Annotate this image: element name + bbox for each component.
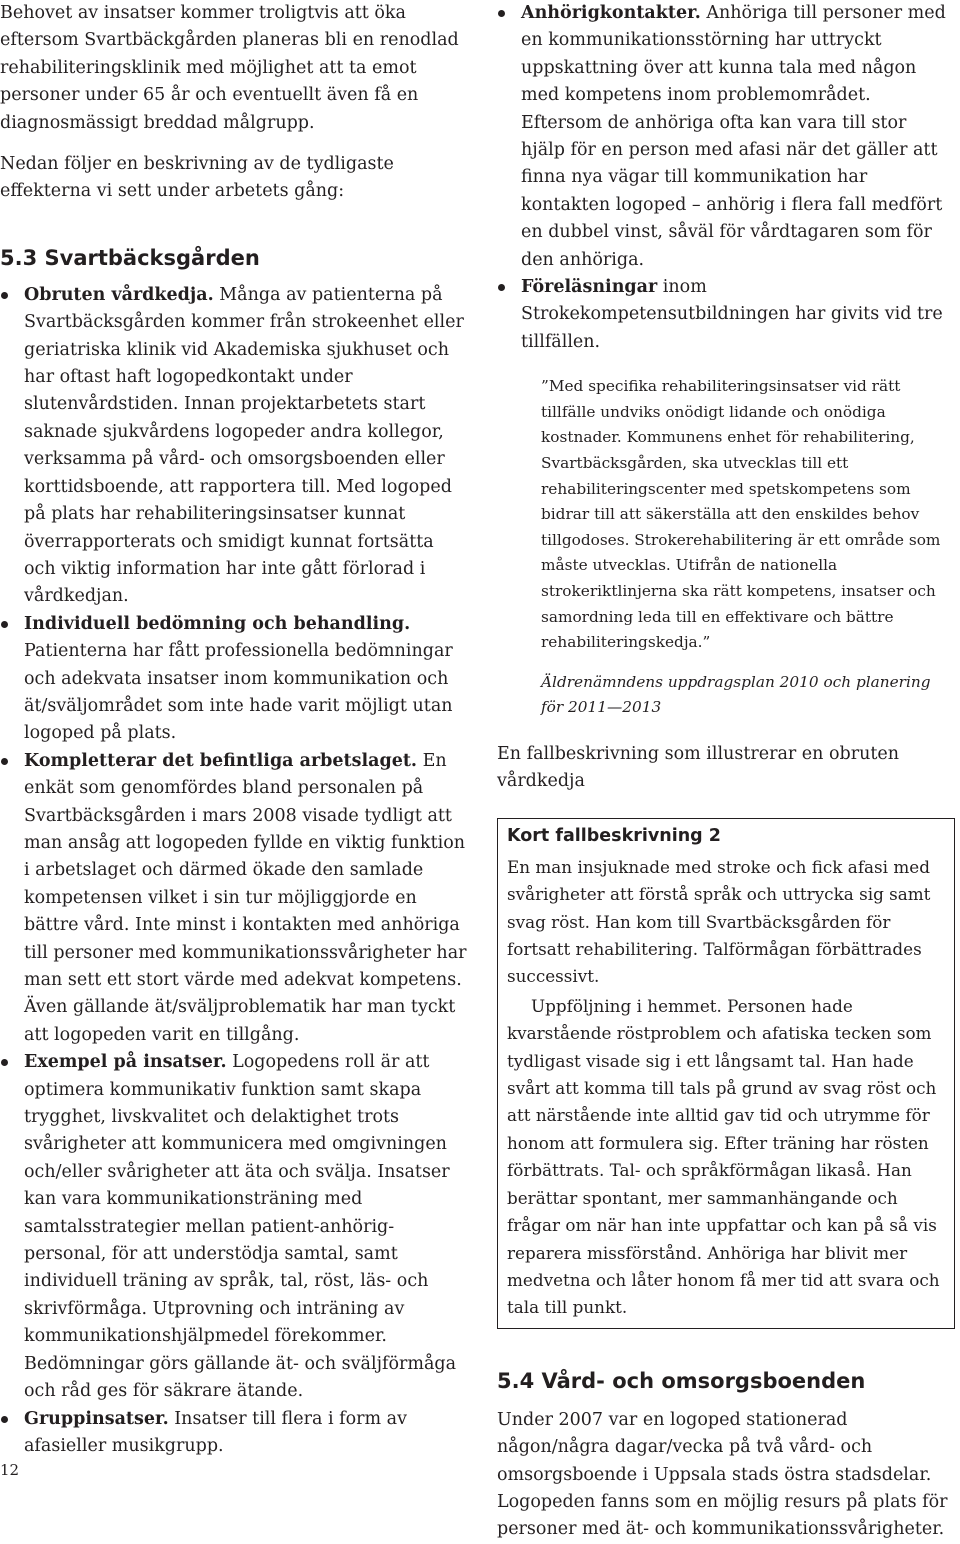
bullet-forelasningar xyxy=(497,274,955,356)
bullet-text: Anhöriga till personer med en kommunikationsstörning har uttryckt uppskattning över att kunna tala med någon med kompetens inom problemområdet. Eftersom de anhöriga ofta kan vara till stor hjälp för en person med afasi när det gäller att finna nya vägar till kommunikation har kontakten logoped – anhörig i flera fall medfört en dubbel vinst, såväl för vårdtagaren som för den anhöriga. xyxy=(521,3,946,270)
bullet-text: Patienterna har fått professionella bedömningar och adekvata insatser inom kommunikation och ät/sväljområdet som inte hade varit möjligt utan logoped på plats. xyxy=(24,641,453,744)
bullet-obruten-vardkedja xyxy=(0,282,470,611)
bullet-text: En enkät som genomfördes bland personalen på Svartbäcksgården i mars 2008 visade tydligt att man ansåg att logopeden fyllde en viktig funktion i arbetslaget och därmed ökade den samlade kompetensen vilket i sin tur möjliggjorde en bättre vård. Inte minst i kontakten med anhöriga till personer med kommunikationssvårigheter har man sett ett stort värde med adekvat kompetens. Även gällande ät/sväljproblematik har man tyckt att logopeden varit en tillgång. xyxy=(24,750,467,1045)
care-homes-paragraph: Under 2007 var en logoped stationerad någon/några dagar/vecka på två vård- och omsorgsboende i Uppsala stads östra stadsdelar. Logopeden fanns som en möjlig resurs på plats för personer med ät- och kommunikationssvårigheter. xyxy=(497,1409,948,1540)
bullet-dot xyxy=(1,621,8,628)
bullet-text: Insatser till flera i form av afasieller musikgrupp. xyxy=(24,1408,407,1456)
section-heading-5-4: 5.4 Vård- och omsorgsboenden xyxy=(497,1368,866,1393)
bullet-anhorigkontakter xyxy=(497,0,955,274)
bullet-dot xyxy=(1,292,8,299)
case-box-paragraph-2: Uppföljning i hemmet. Personen hade kvarstående röstproblem och afatiska tecken som tydligast visade sig i ett långsamt tal. Han hade svårt att komma till tals på grund av svag röst och att närstående inte alltid gav tid och utrymme för honom att formulera sig. Efter träning har rösten förbättrats. Tal- och språkförmågan likaså. Han berättar spontant, mer sammanhängande och frågar om när han inte uppfattar och kan på så vis reparera missförstånd. Anhöriga har blivit mer medvetna och låter honom få mer tid att svara och tala till punkt. xyxy=(507,995,940,1318)
bullet-dot xyxy=(1,758,8,765)
left-column xyxy=(0,0,470,1460)
page-number: 12 xyxy=(0,1461,20,1479)
bullet-lead: Individuell bedömning och behandling. xyxy=(24,613,411,634)
bullet-lead: Föreläsningar xyxy=(521,277,658,298)
bullet-individuell-bedomning xyxy=(0,611,470,748)
bullet-gruppinsatser xyxy=(0,1406,470,1461)
case-description-box xyxy=(497,818,955,1329)
bullet-kompletterar-arbetslaget xyxy=(0,748,470,1049)
quote-text: ”Med specifika rehabiliteringsinsatser vid rätt tillfälle undviks onödigt lidande och onödiga kostnader. Kommunens enhet för rehabilitering, Svartbäcksgården, ska utvecklas till ett rehabiliteringscenter med spetskompetens som bidrar till att säkerställa att den enskildes behov tillgodoses. Strokerehabilitering är ett område som måste utvecklas. Utifrån de nationella strokeriktlinjerna ska rätt kompetens, insatser och samordning leda till en effektivare och bättre rehabiliteringskedja.” xyxy=(541,377,941,652)
bullet-dot xyxy=(1,1059,8,1066)
case-box-paragraph-1: En man insjuknade med stroke och fick afasi med svårigheter att förstå språk och uttrycka sig samt svag röst. Han kom till Svartbäcksgården för fortsatt rehabilitering. Talförmågan förbättrades successivt. xyxy=(507,856,931,987)
bullet-text: Många av patienterna på Svartbäcksgården kommer från strokeenhet eller geriatriska klinik vid Akademiska sjukhuset och har oftast haft logopedkontakt under slutenvårdstiden. Innan projektarbetets start saknade sjukvårdens logopeder andra kollegor, verksamma på vård- och omsorgsboenden eller korttidsboende, att rapportera till. Med logoped på plats har rehabiliteringsinsatser kunnat överrapporterats och smidigt kunnat fortsätta och viktig information har inte gått förlorad i vårdkedjan. xyxy=(24,284,464,607)
bullet-dot xyxy=(1,1416,8,1423)
bullet-dot xyxy=(498,284,505,291)
case-box-title: Kort fallbeskrivning 2 xyxy=(507,825,721,846)
bullet-dot xyxy=(498,10,505,17)
case-intro-paragraph: En fallbeskrivning som illustrerar en obruten vårdkedja xyxy=(497,744,900,792)
bullet-lead: Exempel på insatser. xyxy=(24,1052,227,1073)
bullet-exempel-pa-insatser xyxy=(0,1049,470,1405)
bullet-lead: Anhörigkontakter. xyxy=(521,3,701,23)
bullet-text: inom Strokekompetensutbildningen har givits vid tre tillfällen. xyxy=(521,277,943,352)
section-heading-5-3: 5.3 Svartbäcksgården xyxy=(0,245,260,270)
bullet-lead: Obruten vårdkedja. xyxy=(24,284,214,305)
quote-source: Äldrenämndens uppdragsplan 2010 och planering för 2011—2013 xyxy=(541,672,931,717)
quote-block xyxy=(541,374,955,721)
effects-intro-paragraph: Nedan följer en beskrivning av de tydligaste effekterna vi sett under arbetets gång: xyxy=(0,154,394,202)
intro-paragraph: Behovet av insatser kommer troligtvis att öka eftersom Svartbäckgården planeras bli en renodlad rehabiliteringsklinik med möjlighet att ta emot personer under 65 år och eventuellt även få en diagnosmässigt breddad målgrupp. xyxy=(0,3,459,133)
bullet-lead: Gruppinsatser. xyxy=(24,1408,169,1429)
right-column xyxy=(497,0,955,1544)
bullet-lead: Kompletterar det befintliga arbetslaget. xyxy=(24,750,418,771)
bullet-text: Logopedens roll är att optimera kommunikativ funktion samt skapa trygghet, livskvalitet och delaktighet trots svårigheter att kommunicera med omgivningen och/eller svårigheter att äta och svälja. Insatser kan vara kommunikationsträning med samtalsstrategier mellan patient-anhörig-personal, för att understödja samtal, samt individuell träning av språk, tal, röst, läs- och skrivförmåga. Utprovning och inträning av kommunikationshjälpmedel förekommer. Bedömningar görs gällande ät- och sväljförmåga och råd ges för säkrare ätande. xyxy=(24,1052,457,1402)
